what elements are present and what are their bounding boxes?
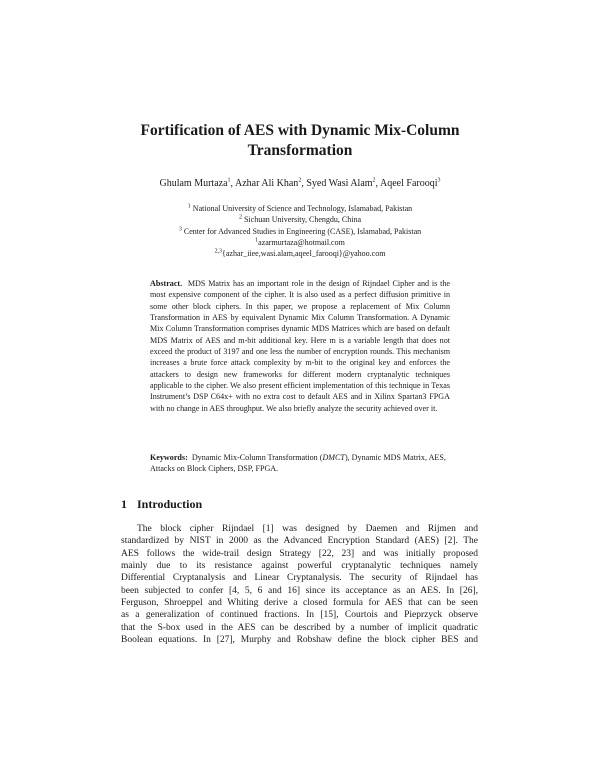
affiliations: [110, 203, 490, 259]
keywords: Keywords: Dynamic Mix-Column Transformation (DMCT), Dynamic MDS Matrix, AES, Attacks on Block Ciphers, DSP, FPGA.: [150, 453, 446, 474]
text-line: Ferguson, Shroeppel and Whiting derive a closed formula for AES that can be seen: [121, 598, 478, 609]
text-line: The block cipher Rijndael [1] was designed by Daemen and Rijmen and: [137, 524, 478, 534]
section-heading: [121, 497, 202, 511]
keywords-label: Keywords:: [150, 453, 188, 462]
section-number: 1: [121, 497, 127, 511]
author-name: Syed Wasi Alam: [306, 178, 373, 189]
author-sup: 2: [372, 177, 376, 184]
author-name: Azhar Ali Khan: [234, 178, 299, 189]
text-line: as a generalization of continued fractions. In [15], Courtois and Pieprzyck observe: [121, 610, 478, 621]
text-line: Boolean equations. In [27], Murphy and Robshaw define the block cipher BES and: [121, 635, 478, 646]
text-line: Differential Cryptanalysis and Linear Cryptanalysis. The security of Rijndael has: [121, 573, 478, 584]
author-list: Ghulam Murtaza$^1$, Azhar Ali Khan$^2$, Syed Wasi Alam$^2$, Aqeel Farooqi$^3$: [159, 177, 441, 189]
abstract-label: Abstract.: [150, 279, 183, 288]
affiliation: $^2$ Sichuan University, Chengdu, China: [238, 214, 362, 225]
author-sup: 3: [437, 177, 441, 184]
text-line: mainly due to its resistance against powerful cryptanalytic techniques namely: [121, 561, 478, 572]
section-title: Introduction: [137, 497, 203, 511]
text-line: standardized by NIST in 2000 as the Advanced Encryption Standard (AES) [2]. The: [121, 536, 478, 547]
abstract: [150, 278, 450, 414]
author-email: $^{2,3}${azhar_iiee,wasi.alam,aqeel_farooqi}@yahoo.com: [214, 248, 386, 259]
author-name: Ghulam Murtaza: [159, 178, 228, 189]
affiliation: $^3$ Center for Advanced Studies in Engineering (CASE), Islamabad, Pakistan: [178, 225, 422, 236]
intro-paragraph: [121, 523, 478, 646]
abstract-text: MDS Matrix has an important role in the design of Rijndael Cipher and is the most expensive component of the cipher. It is also used as a perfect diffusion primitive in some other block ciphers. In this paper, we propose a replacement of Mix Column Transformation in AES by equivalent Dynamic Mix Column Transformation. A Dynamic Mix Column Transformation comprises dynamic MDS Matrices which are based on default MDS Matrix of AES and m-bit additional key. Here m is a variable length that does not exceed the product of 3197 and one less the number of encryption rounds. This mechanism increases a brute force attack complexity by m-bit to the original key and enforces the attackers to design new frameworks for different modern cryptanalytic techniques applicable to the cipher. We also present efficient implementation of this technique in Texas Instrument’s DSP C64x+ with no extra cost to default AES and in Xilinx Spartan3 FPGA with no change in AES throughput. We also briefly analyze the security achieved over it.: [150, 279, 450, 413]
text-line: AES follows the wide-trail design Strategy [22, 23] and was initially proposed: [121, 548, 478, 559]
author-email: $^1$azarmurtaza@hotmail.com: [255, 237, 345, 247]
author-sup: 2: [298, 177, 302, 184]
text-line: been subjected to confer [4, 5, 6 and 16] since its acceptance as an AES. In [26],: [121, 585, 478, 596]
title-line-2: Transformation: [247, 142, 353, 159]
author-sup: 1: [227, 177, 231, 184]
affiliation: $^1$ National University of Science and Technology, Islamabad, Pakistan: [187, 203, 413, 213]
author-name: Aqeel Farooqi: [380, 178, 438, 189]
text-line: that the S-box used in the AES can be described by a number of implicit quadratic: [121, 622, 478, 633]
title-line-1: Fortification of AES with Dynamic Mix-Column: [140, 122, 460, 139]
paper-title: [120, 121, 480, 161]
